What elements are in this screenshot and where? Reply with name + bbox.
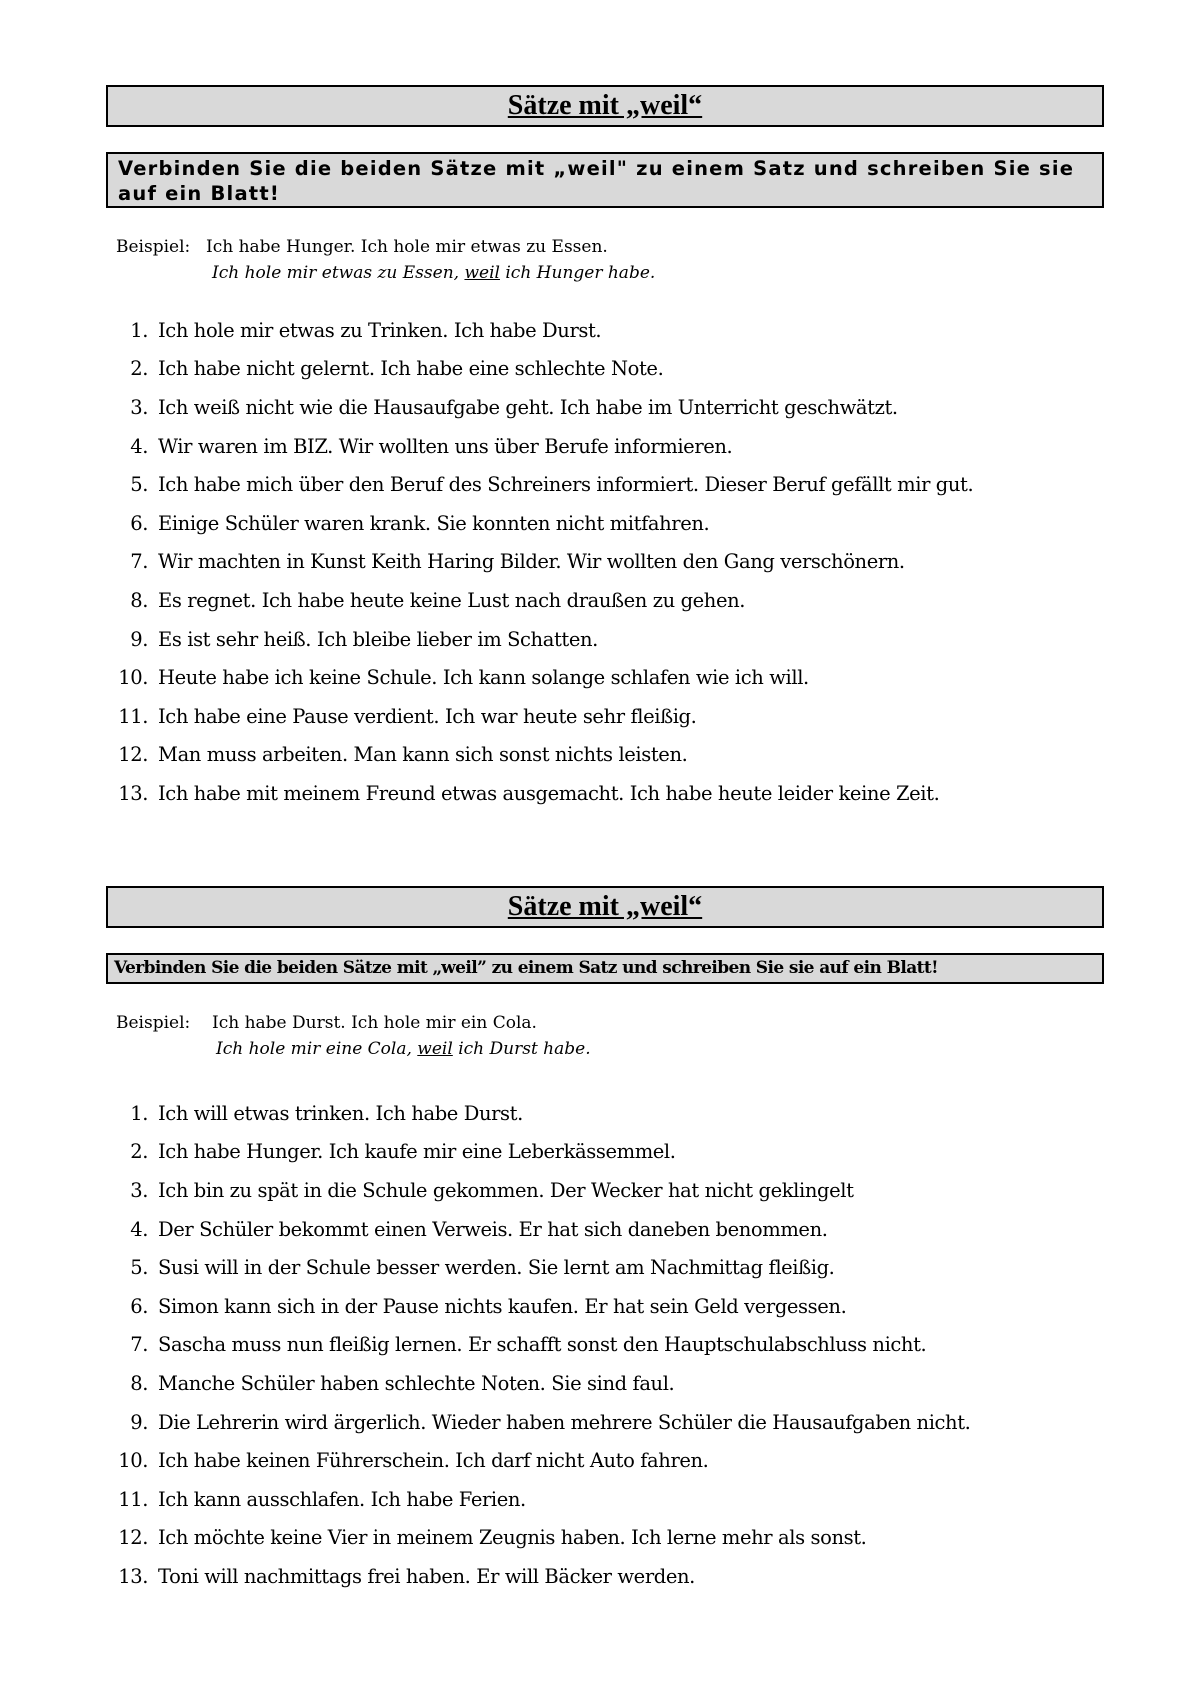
item-number: 2. bbox=[130, 357, 148, 381]
item-text: Manche Schüler haben schlechte Noten. Sie sind faul. bbox=[158, 1371, 675, 1395]
item-number: 7. bbox=[130, 1333, 148, 1357]
list-item bbox=[106, 1364, 1104, 1403]
list-item bbox=[106, 1326, 1104, 1365]
list-item bbox=[106, 311, 1104, 350]
list-item bbox=[106, 581, 1104, 620]
list-item bbox=[106, 658, 1104, 697]
list-item bbox=[106, 697, 1104, 736]
example-prompt: Ich habe Durst. Ich hole mir ein Cola. bbox=[212, 1013, 537, 1033]
example-label: Beispiel: bbox=[116, 1013, 191, 1033]
item-text: Ich habe mich über den Beruf des Schreiners informiert. Dieser Beruf gefällt mir gut. bbox=[158, 473, 974, 497]
list-item bbox=[106, 350, 1104, 389]
item-number: 1. bbox=[130, 318, 148, 342]
list-item bbox=[106, 388, 1104, 427]
item-text: Simon kann sich in der Pause nichts kaufen. Er hat sein Geld vergessen. bbox=[158, 1294, 847, 1318]
example-answer-weil: weil bbox=[417, 1039, 453, 1059]
item-text: Ich habe mit meinem Freund etwas ausgemacht. Ich habe heute leider keine Zeit. bbox=[158, 781, 940, 805]
item-text: Ich kann ausschlafen. Ich habe Ferien. bbox=[158, 1487, 526, 1511]
item-text: Wir machten in Kunst Keith Haring Bilder. Wir wollten den Gang verschönern. bbox=[158, 550, 905, 574]
exercise-list bbox=[106, 311, 1104, 813]
item-number: 10. bbox=[118, 1449, 148, 1473]
item-text: Toni will nachmittags frei haben. Er will Bäcker werden. bbox=[158, 1564, 695, 1588]
item-number: 4. bbox=[130, 434, 148, 458]
worksheet-section-2 bbox=[106, 886, 1104, 1596]
item-text: Es ist sehr heiß. Ich bleibe lieber im Schatten. bbox=[158, 627, 598, 651]
item-number: 11. bbox=[118, 1487, 148, 1511]
exercise-list bbox=[106, 1094, 1104, 1596]
item-text: Ich weiß nicht wie die Hausaufgabe geht. Ich habe im Unterricht geschwätzt. bbox=[158, 395, 898, 419]
item-number: 6. bbox=[130, 1294, 148, 1318]
item-number: 2. bbox=[130, 1140, 148, 1164]
item-text: Ich will etwas trinken. Ich habe Durst. bbox=[158, 1101, 523, 1125]
item-text: Ich habe keinen Führerschein. Ich darf nicht Auto fahren. bbox=[158, 1449, 709, 1473]
item-text: Wir waren im BIZ. Wir wollten uns über Berufe informieren. bbox=[158, 434, 733, 458]
item-number: 12. bbox=[118, 743, 148, 767]
list-item bbox=[106, 1248, 1104, 1287]
list-item bbox=[106, 543, 1104, 582]
item-text: Ich habe Hunger. Ich kaufe mir eine Leberkässemmel. bbox=[158, 1140, 676, 1164]
item-text: Ich habe nicht gelernt. Ich habe eine schlechte Note. bbox=[158, 357, 664, 381]
item-text: Einige Schüler waren krank. Sie konnten nicht mitfahren. bbox=[158, 511, 710, 535]
item-number: 11. bbox=[118, 704, 148, 728]
example-label: Beispiel: bbox=[116, 237, 191, 257]
instruction-box bbox=[106, 152, 1104, 208]
item-number: 6. bbox=[130, 511, 148, 535]
item-number: 10. bbox=[118, 666, 148, 690]
title-box bbox=[106, 886, 1104, 928]
item-text: Ich möchte keine Vier in meinem Zeugnis haben. Ich lerne mehr als sonst. bbox=[158, 1526, 867, 1550]
example-block bbox=[116, 1010, 1104, 1062]
list-item bbox=[106, 1557, 1104, 1596]
list-item bbox=[106, 1519, 1104, 1558]
item-number: 13. bbox=[118, 781, 148, 805]
item-number: 12. bbox=[118, 1526, 148, 1550]
item-number: 9. bbox=[130, 1410, 148, 1434]
item-number: 5. bbox=[130, 1256, 148, 1280]
example-answer-after: ich Durst habe. bbox=[452, 1039, 591, 1059]
example-answer bbox=[216, 1036, 1104, 1062]
example-prompt: Ich habe Hunger. Ich hole mir etwas zu Essen. bbox=[206, 237, 608, 257]
list-item bbox=[106, 1403, 1104, 1442]
instruction-text: Verbinden Sie die beiden Sätze mit „weil" zu einem Satz und schreiben Sie sie auf ein Blatt! bbox=[118, 157, 1075, 205]
instruction-text: Verbinden Sie die beiden Sätze mit „weil” zu einem Satz und schreiben Sie sie auf ein Blatt! bbox=[114, 958, 938, 978]
item-text: Ich hole mir etwas zu Trinken. Ich habe Durst. bbox=[158, 318, 602, 342]
worksheet-section-1 bbox=[106, 85, 1104, 813]
list-item bbox=[106, 1210, 1104, 1249]
list-item bbox=[106, 774, 1104, 813]
item-number: 8. bbox=[130, 588, 148, 612]
instruction-box bbox=[106, 953, 1104, 984]
item-number: 5. bbox=[130, 473, 148, 497]
example-answer-after: ich Hunger habe. bbox=[499, 263, 656, 283]
title-box bbox=[106, 85, 1104, 127]
item-number: 4. bbox=[130, 1217, 148, 1241]
item-number: 9. bbox=[130, 627, 148, 651]
list-item bbox=[106, 427, 1104, 466]
item-number: 3. bbox=[130, 395, 148, 419]
list-item bbox=[106, 1441, 1104, 1480]
item-number: 7. bbox=[130, 550, 148, 574]
item-text: Heute habe ich keine Schule. Ich kann solange schlafen wie ich will. bbox=[158, 666, 809, 690]
list-item bbox=[106, 736, 1104, 775]
list-item bbox=[106, 1094, 1104, 1133]
item-text: Ich habe eine Pause verdient. Ich war heute sehr fleißig. bbox=[158, 704, 697, 728]
item-text: Susi will in der Schule besser werden. Sie lernt am Nachmittag fleißig. bbox=[158, 1256, 835, 1280]
example-block bbox=[116, 234, 1104, 286]
list-item bbox=[106, 465, 1104, 504]
list-item bbox=[106, 504, 1104, 543]
list-item bbox=[106, 620, 1104, 659]
item-text: Die Lehrerin wird ärgerlich. Wieder haben mehrere Schüler die Hausaufgaben nicht. bbox=[158, 1410, 971, 1434]
item-text: Sascha muss nun fleißig lernen. Er schafft sonst den Hauptschulabschluss nicht. bbox=[158, 1333, 927, 1357]
list-item bbox=[106, 1480, 1104, 1519]
list-item bbox=[106, 1171, 1104, 1210]
item-text: Es regnet. Ich habe heute keine Lust nach draußen zu gehen. bbox=[158, 588, 746, 612]
list-item bbox=[106, 1133, 1104, 1172]
worksheet-title: Sätze mit „weil“ bbox=[507, 90, 703, 121]
example-answer-before: Ich hole mir etwas zu Essen, bbox=[212, 263, 465, 283]
item-text: Man muss arbeiten. Man kann sich sonst nichts leisten. bbox=[158, 743, 688, 767]
item-text: Ich bin zu spät in die Schule gekommen. Der Wecker hat nicht geklingelt bbox=[158, 1178, 854, 1202]
item-number: 8. bbox=[130, 1371, 148, 1395]
example-answer-weil: weil bbox=[464, 263, 500, 283]
list-item bbox=[106, 1287, 1104, 1326]
example-answer-before: Ich hole mir eine Cola, bbox=[216, 1039, 418, 1059]
item-text: Der Schüler bekommt einen Verweis. Er hat sich daneben benommen. bbox=[158, 1217, 828, 1241]
worksheet-title: Sätze mit „weil“ bbox=[507, 891, 703, 922]
item-number: 3. bbox=[130, 1178, 148, 1202]
example-answer bbox=[212, 260, 1104, 286]
item-number: 13. bbox=[118, 1564, 148, 1588]
item-number: 1. bbox=[130, 1101, 148, 1125]
